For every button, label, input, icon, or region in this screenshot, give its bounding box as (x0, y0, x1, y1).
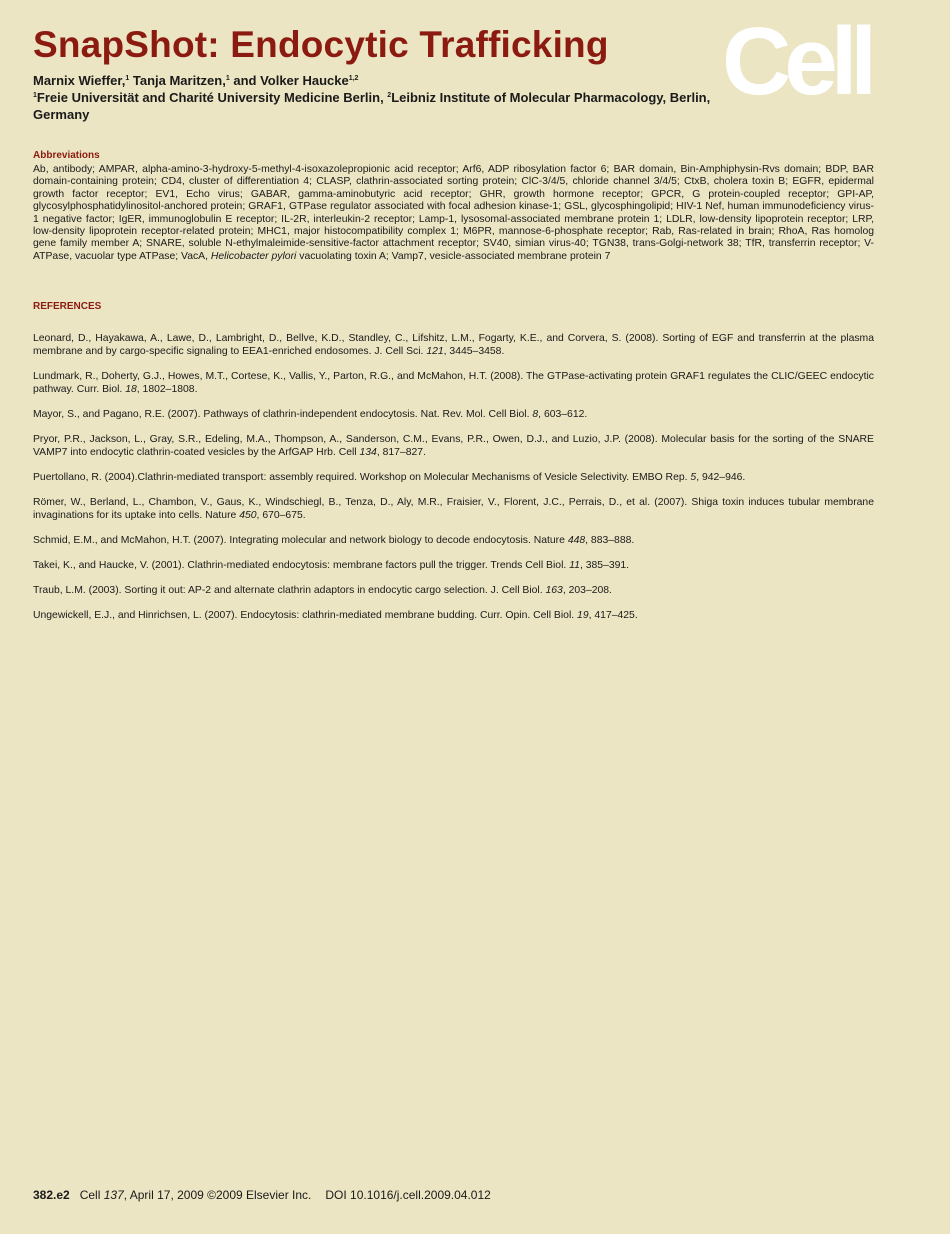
page-footer (33, 1188, 491, 1202)
author-block (33, 72, 723, 123)
reference-volume: 5 (690, 472, 697, 483)
affiliations (33, 89, 723, 123)
reference-text: Schmid, E.M., and McMahon, H.T. (2007). Integrating molecular and network biology to decode endocytosis. Nature (33, 535, 568, 546)
reference-pages: , 670–675. (256, 510, 306, 521)
reference-text: Puertollano, R. (2004).Clathrin-mediated transport: assembly required. Workshop on Molecular Mechanisms of Vesicle Selectivity. EMBO Rep. (33, 472, 691, 483)
reference-volume: 19 (577, 610, 589, 621)
reference-text: Ungewickell, E.J., and Hinrichsen, L. (2007). Endocytosis: clathrin-mediated membrane budding. Curr. Opin. Cell Biol. (33, 610, 578, 621)
abbreviations-text (33, 164, 874, 263)
abbreviations-tail: vacuolating toxin A; Vamp7, vesicle-associated membrane protein 7 (296, 250, 611, 262)
reference-pages: , 1802–1808. (136, 384, 198, 395)
affiliation-2: Leibniz Institute of Molecular Pharmacology, Berlin, Germany (33, 90, 711, 122)
affiliation-mark: 1 (33, 92, 37, 99)
page-number: 382.e2 (33, 1188, 70, 1202)
author-name: Marnix Wieffer, (33, 73, 126, 88)
reference-pages: , 417–425. (588, 610, 638, 621)
reference-pages: , 203–208. (562, 585, 612, 596)
reference-volume: 448 (567, 535, 586, 546)
author-affiliation-mark: 1 (125, 75, 130, 82)
reference-list (33, 332, 874, 634)
reference-text: Lundmark, R., Doherty, G.J., Howes, M.T., Cortese, K., Vallis, Y., Parton, R.G., and McMahon, H.T. (2008). The GTPase-activating protein GRAF1 regulates the CLIC/GEEC endocytic pathway. Curr. Biol. (33, 371, 874, 395)
reference-item (33, 496, 874, 522)
reference-item (33, 433, 874, 459)
doi: DOI 10.1016/j.cell.2009.04.012 (325, 1188, 491, 1202)
reference-pages: , 942–946. (696, 472, 746, 483)
journal-name: Cell (79, 1188, 104, 1202)
page-title: SnapShot: Endocytic Trafficking (33, 24, 609, 65)
reference-volume: 18 (125, 384, 137, 395)
reference-text: Mayor, S., and Pagano, R.E. (2007). Pathways of clathrin-independent endocytosis. Nat. Rev. Mol. Cell Biol. (33, 409, 533, 420)
author-name: and Volker Haucke (229, 73, 349, 88)
reference-volume: 8 (532, 409, 539, 420)
reference-text: Traub, L.M. (2003). Sorting it out: AP-2 and alternate clathrin adaptors in endocytic cargo selection. J. Cell Biol. (33, 585, 546, 596)
affiliation-mark: 2 (387, 92, 392, 99)
publication-date: , April 17, 2009 ©2009 Elsevier Inc. (123, 1188, 312, 1202)
reference-pages: , 603–612. (538, 409, 588, 420)
reference-pages: , 3445–3458. (443, 346, 505, 357)
reference-text: Pryor, P.R., Jackson, L., Gray, S.R., Edeling, M.A., Thompson, A., Sanderson, C.M., Evans, P.R., Owen, D.J., and Luzio, J.P. (2008). Molecular basis for the sorting of the SNARE VAMP7 into endocytic clathrin-coated vesicles by the ArfGAP Hrb. Cell (33, 434, 874, 458)
reference-volume: 11 (569, 560, 580, 571)
abbreviations-heading: Abbreviations (33, 150, 100, 161)
reference-item (33, 534, 874, 547)
author-affiliation-mark: 1 (225, 75, 230, 82)
reference-item (33, 609, 874, 622)
references-heading: REFERENCES (33, 301, 102, 312)
reference-pages: , 385–391. (579, 560, 630, 571)
reference-item (33, 370, 874, 396)
author-list (33, 72, 723, 89)
abbreviations-body: Ab, antibody; AMPAR, alpha-amino-3-hydroxy-5-methyl-4-isoxazolepropionic acid receptor; Arf6, ADP ribosylation factor 6; BAR domain, Bin-Amphiphysin-Rvs domain; BDP, BAR domain-containing protein; CD4, cluster of differentiation 4; CLASP, clathrin-associated sorting protein; ClC-3/4/5, chloride channel 3/4/5; CtxB, cholera toxin B; EGFR, epidermal growth factor receptor; EV1, Echo virus; GABAR, gamma-aminobutyric acid receptor; GHR, growth hormone receptor; GPCR, G protein-coupled receptor; GPI-AP, glycosylphosphatidylinositol-anchored protein; GRAF1, GTPase regulator associated with focal adhesion kinase-1; GSL, glycosphingolipid; HIV-1 Nef, human immunodeficiency virus-1 negative factor; IgER, immunoglobulin E receptor; IL-2R, interleukin-2 receptor; Lamp-1, lysosomal-associated membrane protein 1; LDLR, low-density lipoprotein receptor; LRP, low-density lipoprotein receptor-related protein; MHC1, major histocompatibility complex 1; M6PR, mannose-6-phosphate receptor; Rab, Ras-related in brain; RhoA, Ras homolog gene family member A; SNARE, soluble N-ethylmaleimide-sensitive-factor attachment receptor; SV40, simian virus-40; TGN38, trans-Golgi-network 38; TfR, transferrin receptor; V-ATPase, vacuolar type ATPase; VacA, (33, 164, 874, 262)
reference-item (33, 332, 874, 358)
reference-volume: 134 (359, 447, 377, 458)
author-affiliation-mark: 1,2 (348, 75, 359, 82)
affiliation-1: Freie Universität and Charité University Medicine Berlin, (36, 90, 388, 105)
reference-item (33, 408, 874, 421)
author-name: Tanja Maritzen, (129, 73, 226, 88)
abbreviations-italic: Helicobacter pylori (210, 250, 297, 262)
reference-volume: 121 (426, 346, 444, 357)
reference-volume: 163 (545, 585, 563, 596)
reference-text: Römer, W., Berland, L., Chambon, V., Gaus, K., Windschiegl, B., Tenza, D., Aly, M.R., Fraisier, V., Florent, J.C., Perrais, D., et al. (2007). Shiga toxin induces tubular membrane invaginations for its uptake into cells. Nature (33, 497, 874, 521)
journal-logo: Cell (722, 8, 871, 115)
reference-text: Takei, K., and Haucke, V. (2001). Clathrin-mediated endocytosis: membrane factors pull the trigger. Trends Cell Biol. (33, 560, 570, 571)
reference-pages: , 883–888. (585, 535, 635, 546)
reference-pages: , 817–827. (376, 447, 426, 458)
reference-volume: 450 (239, 510, 257, 521)
reference-item (33, 584, 874, 597)
reference-text: Leonard, D., Hayakawa, A., Lawe, D., Lambright, D., Bellve, K.D., Standley, C., Lifshitz, L.M., Fogarty, K.E., and Corvera, S. (2008). Sorting of EGF and transferrin at the plasma membrane and by cargo-specific signaling to EEA1-enriched endosomes. J. Cell Sci. (33, 333, 874, 357)
reference-item (33, 559, 874, 572)
journal-volume: 137 (103, 1188, 124, 1202)
reference-item (33, 471, 874, 484)
